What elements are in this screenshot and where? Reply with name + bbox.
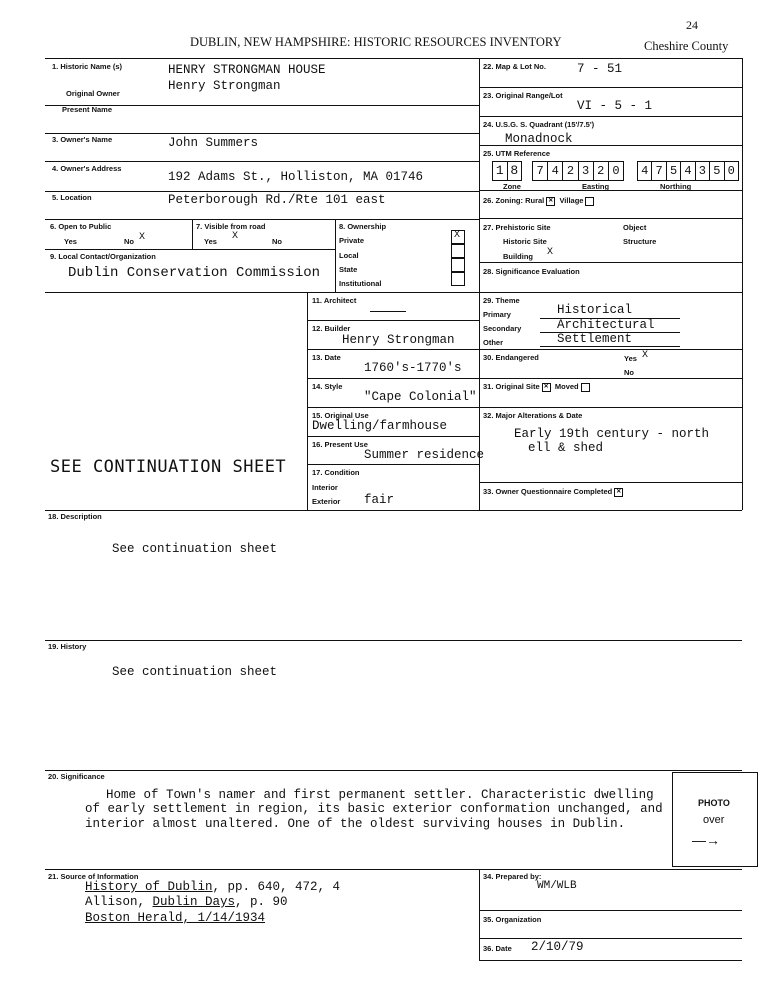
rule-right-column <box>479 58 480 510</box>
rule-footer <box>479 938 742 939</box>
rule <box>479 116 742 117</box>
owner-name-label: 3. Owner's Name <box>52 135 113 144</box>
rule <box>45 219 479 220</box>
theme-secondary-value: Architectural <box>557 318 655 332</box>
utm-northing-digit: 4 <box>681 162 695 180</box>
quadrant-value: Monadnock <box>505 132 573 146</box>
present-use-value: Summer residence <box>364 448 485 462</box>
utm-zone-boxes <box>492 161 522 181</box>
organization-label: 35. Organization <box>483 915 542 924</box>
photo-over: over <box>703 814 725 826</box>
rule <box>192 219 193 249</box>
historic-name-label: 1. Historic Name (s) <box>52 62 123 71</box>
ownership-checkbox-local[interactable] <box>451 244 465 258</box>
architect-blank <box>370 311 406 312</box>
rule <box>479 218 742 219</box>
rule <box>45 191 479 192</box>
original-range-value: VI - 5 - 1 <box>577 99 653 113</box>
ownership-private: Private <box>339 236 365 245</box>
object-label: Object <box>623 223 647 232</box>
source-title: Dublin Days <box>152 895 236 909</box>
rule <box>45 249 335 250</box>
utm-northing-digit: 5 <box>667 162 681 180</box>
prepared-by-value: WM/WLB <box>537 880 577 892</box>
source-line2 <box>85 895 288 909</box>
rule <box>479 378 742 379</box>
open-mark: X <box>139 232 146 243</box>
endangered-label: 30. Endangered <box>483 353 539 362</box>
questionnaire-checkbox[interactable]: ✕ <box>616 488 622 495</box>
owner-address-label: 4. Owner's Address <box>52 164 122 173</box>
open-no: No <box>124 237 134 246</box>
alterations-line2: ell & shed <box>528 441 604 455</box>
zoning-label <box>483 196 594 206</box>
builder-label: 12. Builder <box>312 324 351 333</box>
location-value: Peterborough Rd./Rte 101 east <box>168 193 386 207</box>
open-yes: Yes <box>64 237 77 246</box>
utm-northing-label: Northing <box>660 182 692 191</box>
prepared-by-label: 34. Prepared by: <box>483 872 542 881</box>
builder-value: Henry Strongman <box>342 333 455 347</box>
description-text: See continuation sheet <box>112 542 278 556</box>
utm-easting-digit: 2 <box>594 162 609 180</box>
owner-address-value: 192 Adams St., Holliston, MA 01746 <box>168 170 424 184</box>
rule-footer <box>479 960 742 961</box>
present-name-label: Present Name <box>62 105 113 114</box>
theme-primary-label: Primary <box>483 310 511 319</box>
rule-top <box>45 58 742 59</box>
utm-zone-digit: 1 <box>493 162 508 180</box>
rule-significance <box>45 770 742 771</box>
original-site-label <box>483 382 590 392</box>
original-owner-label: Original Owner <box>66 89 120 98</box>
rule <box>45 161 479 162</box>
utm-easting-boxes <box>532 161 624 181</box>
moved-checkbox[interactable] <box>581 383 590 392</box>
ownership-checkbox-state[interactable] <box>451 258 465 272</box>
zoning-rural-checkbox[interactable]: ✕ <box>548 197 554 204</box>
rule <box>307 320 479 321</box>
condition-label: 17. Condition <box>312 468 360 477</box>
utm-northing-digit: 0 <box>727 164 735 178</box>
local-contact-value: Dublin Conservation Commission <box>68 265 321 281</box>
utm-easting-digit: 3 <box>579 162 594 180</box>
date-label: 13. Date <box>312 353 341 362</box>
rule-footer <box>479 910 742 911</box>
significance-eval-label: 28. Significance Evaluation <box>483 267 580 276</box>
structure-label: Structure <box>623 237 657 246</box>
theme-other-label: Other <box>483 338 504 347</box>
location-label: 5. Location <box>52 193 92 202</box>
theme-secondary-label: Secondary <box>483 324 522 333</box>
source-line3: Boston Herald, 1/14/1934 <box>85 911 266 925</box>
significance-line2: of early settlement in region, its basic exterior conformation unchanged, and <box>85 802 663 816</box>
theme-primary-value: Historical <box>557 303 633 317</box>
utm-northing-digit: 5 <box>710 162 724 180</box>
original-site-text: 31. Original Site <box>483 382 540 391</box>
rule <box>307 349 479 350</box>
rule <box>45 133 479 134</box>
page-number: 24 <box>686 18 698 32</box>
significance-line1: Home of Town's namer and first permanent settler. Characteristic dwelling <box>106 788 654 802</box>
significance-label: 20. Significance <box>48 772 105 781</box>
utm-easting-label: Easting <box>582 182 610 191</box>
historic-site-label: Historic Site <box>503 237 547 246</box>
endangered-no: No <box>624 368 634 377</box>
photo-label: PHOTO <box>698 798 730 808</box>
rule <box>335 219 336 292</box>
history-text: See continuation sheet <box>112 665 278 679</box>
significance-line3: interior almost unaltered. One of the oldest surviving houses in Dublin. <box>85 817 626 831</box>
condition-interior: Interior <box>312 483 338 492</box>
rule <box>479 482 742 483</box>
questionnaire-label <box>483 487 623 497</box>
rule-footer-divider <box>479 869 480 960</box>
visible-yes: Yes <box>204 237 217 246</box>
alterations-label: 32. Major Alterations & Date <box>483 411 583 420</box>
rule <box>479 262 742 263</box>
photo-area-note: SEE CONTINUATION SHEET <box>50 457 287 477</box>
visible-mark: X <box>232 231 239 242</box>
owner-name-value: John Summers <box>168 136 259 150</box>
map-lot-label: 22. Map & Lot No. <box>483 62 546 71</box>
ownership-checkbox-institutional[interactable] <box>451 272 465 286</box>
form-title: DUBLIN, NEW HAMPSHIRE: HISTORIC RESOURCES INVENTORY <box>190 35 562 49</box>
rule <box>479 87 742 88</box>
source-rest: , pp. 640, 472, 4 <box>212 880 341 894</box>
alterations-line1: Early 19th century - north <box>514 427 710 441</box>
rule-sources <box>45 869 742 870</box>
visible-from-road-label: 7. Visible from road <box>196 222 266 231</box>
ownership-mark: X <box>454 230 461 241</box>
rule <box>479 407 742 408</box>
ownership-institutional: Institutional <box>339 279 382 288</box>
utm-zone-label: Zone <box>503 182 521 191</box>
theme-line <box>540 346 680 347</box>
ownership-local: Local <box>339 251 359 260</box>
arrow-right-icon: —→ <box>692 832 720 848</box>
rule <box>45 292 479 293</box>
utm-northing-boxes <box>637 161 739 181</box>
date-value: 1760's-1770's <box>364 361 462 375</box>
ownership-state: State <box>339 265 358 274</box>
source-title: History of Dublin <box>85 880 213 894</box>
endangered-mark: X <box>642 350 649 361</box>
historic-name-value: HENRY STRONGMAN HOUSE <box>168 63 326 77</box>
questionnaire-text: 33. Owner Questionnaire Completed <box>483 487 613 496</box>
description-label: 18. Description <box>48 512 102 521</box>
style-label: 14. Style <box>312 382 343 391</box>
utm-easting-digit: 7 <box>533 162 548 180</box>
utm-label: 25. UTM Reference <box>483 149 551 158</box>
building-mark: X <box>547 247 554 258</box>
building-label: Building <box>503 252 533 261</box>
rule <box>479 349 742 350</box>
utm-northing-digit: 4 <box>638 162 652 180</box>
style-value: "Cape Colonial" <box>364 390 477 404</box>
rule <box>307 436 479 437</box>
architect-label: 11. Architect <box>312 296 357 305</box>
zoning-village-checkbox[interactable] <box>585 197 594 206</box>
source-rest: , p. 90 <box>235 895 288 909</box>
rule <box>479 292 742 293</box>
rule <box>307 407 479 408</box>
county-label: Cheshire County <box>644 39 729 53</box>
quadrant-label: 24. U.S.G. S. Quadrant (15'/7.5') <box>483 120 595 129</box>
rule-right-edge <box>742 58 743 510</box>
local-contact-label: 9. Local Contact/Organization <box>50 252 156 261</box>
original-range-label: 23. Original Range/Lot <box>483 91 563 100</box>
ownership-label: 8. Ownership <box>339 222 387 231</box>
prehistoric-site-label: 27. Prehistoric Site <box>483 223 551 232</box>
rule <box>307 378 479 379</box>
zoning-village-text: Village <box>559 196 584 205</box>
prepared-date-label: 36. Date <box>483 944 512 953</box>
source-line1 <box>85 880 340 894</box>
rule-bottom-grid <box>45 510 742 511</box>
moved-text: Moved <box>554 382 579 391</box>
utm-zone-digit: 8 <box>510 163 519 178</box>
condition-exterior: Exterior <box>312 497 341 506</box>
theme-label: 29. Theme <box>483 296 520 305</box>
original-owner-value: Henry Strongman <box>168 79 281 93</box>
original-use-value: Dwelling/farmhouse <box>312 419 448 433</box>
rule <box>307 464 479 465</box>
rule <box>307 292 308 510</box>
condition-value: fair <box>364 493 395 507</box>
map-lot-value: 7 - 51 <box>577 62 623 76</box>
rule-history <box>45 640 742 641</box>
utm-easting-digit: 0 <box>612 164 620 178</box>
utm-easting-digit: 4 <box>548 162 563 180</box>
visible-no: No <box>272 237 282 246</box>
source-author: Allison, <box>85 895 153 909</box>
original-site-checkbox[interactable]: ✕ <box>543 383 549 390</box>
history-label: 19. History <box>48 642 87 651</box>
zoning-label-text: 26. Zoning: Rural <box>483 196 545 205</box>
endangered-yes: Yes <box>624 354 637 363</box>
present-use-label: 16. Present Use <box>312 440 368 449</box>
theme-other-value: Settlement <box>557 332 633 346</box>
prepared-date-value: 2/10/79 <box>531 940 584 954</box>
original-use-label: 15. Original Use <box>312 411 369 420</box>
utm-northing-digit: 7 <box>652 162 666 180</box>
sources-label: 21. Source of Information <box>48 872 139 881</box>
utm-easting-digit: 2 <box>563 162 578 180</box>
open-to-public-label: 6. Open to Public <box>50 222 112 231</box>
utm-northing-digit: 3 <box>696 162 710 180</box>
